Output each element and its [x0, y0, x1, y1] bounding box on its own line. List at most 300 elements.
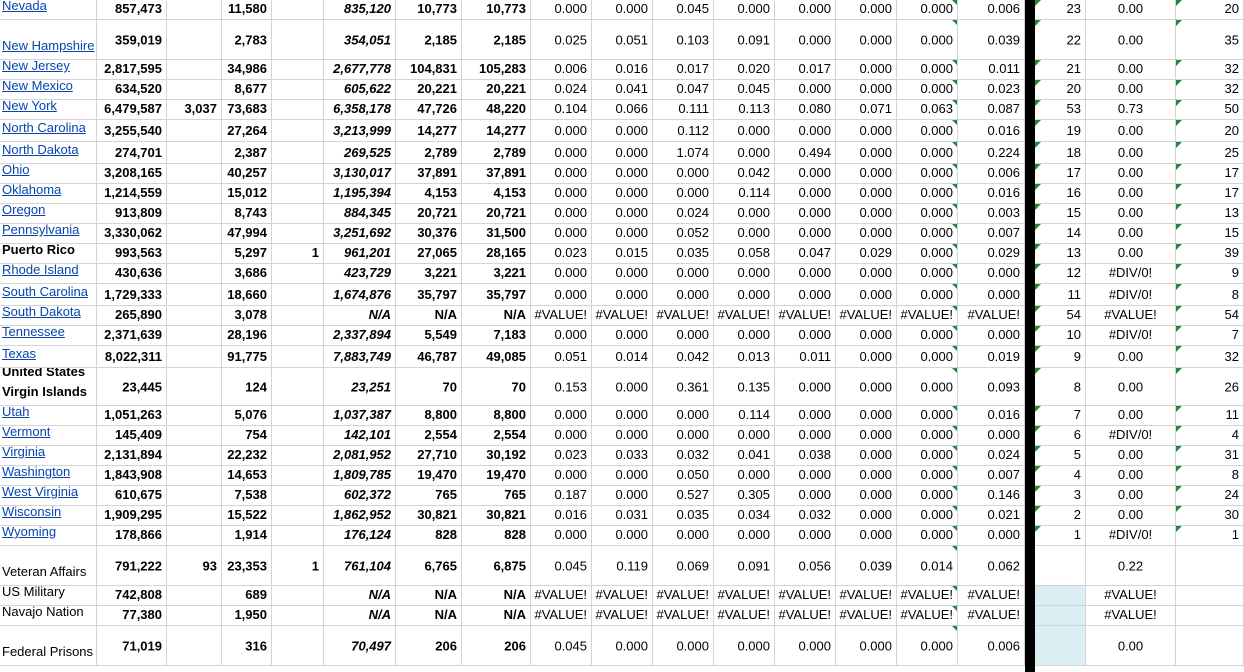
state-name-cell[interactable] [0, 164, 97, 183]
col-g-cell[interactable] [396, 306, 462, 325]
col-g-cell[interactable] [396, 20, 462, 59]
rate-avg-cell[interactable] [958, 466, 1025, 485]
adjusted-population-cell[interactable] [324, 626, 396, 665]
col-r-cell[interactable] [1176, 546, 1244, 585]
rank-cell[interactable] [1035, 546, 1086, 585]
col-g-cell[interactable] [396, 142, 462, 163]
col-g-cell[interactable] [396, 368, 462, 405]
col-h-cell[interactable] [462, 466, 531, 485]
rate-2-cell[interactable] [592, 526, 653, 545]
col-g-cell[interactable] [396, 100, 462, 119]
col-g-cell[interactable] [396, 224, 462, 243]
adjusted-population-cell[interactable] [324, 606, 396, 625]
rate-3-cell[interactable] [653, 264, 714, 283]
cases-cell[interactable] [222, 586, 272, 605]
col-r-cell[interactable] [1176, 466, 1244, 485]
rate-6-cell[interactable] [836, 526, 897, 545]
rate-3-cell[interactable] [653, 446, 714, 465]
state-name-cell[interactable] [0, 346, 97, 367]
rate-7-cell[interactable] [897, 326, 958, 345]
rate-2-cell[interactable] [592, 204, 653, 223]
rate-7-cell[interactable] [897, 526, 958, 545]
rate-2-cell[interactable] [592, 546, 653, 585]
state-name-cell[interactable] [0, 306, 97, 325]
col-e-cell[interactable] [272, 326, 324, 345]
rate-avg-cell[interactable] [958, 626, 1025, 665]
rate-avg-cell[interactable] [958, 204, 1025, 223]
col-e-cell[interactable] [272, 526, 324, 545]
col-e-cell[interactable] [272, 466, 324, 485]
cases-cell[interactable] [222, 164, 272, 183]
score-cell[interactable] [1086, 346, 1176, 367]
col-c-cell[interactable] [167, 0, 222, 19]
col-c-cell[interactable] [167, 586, 222, 605]
score-cell[interactable] [1086, 264, 1176, 283]
cases-cell[interactable] [222, 142, 272, 163]
state-name-cell[interactable] [0, 120, 97, 141]
rate-3-cell[interactable] [653, 60, 714, 79]
col-r-cell[interactable] [1176, 80, 1244, 99]
rank-cell[interactable] [1035, 586, 1086, 605]
rate-avg-cell[interactable] [958, 326, 1025, 345]
score-cell[interactable] [1086, 184, 1176, 203]
col-e-cell[interactable] [272, 244, 324, 263]
rate-2-cell[interactable] [592, 264, 653, 283]
adjusted-population-cell[interactable] [324, 142, 396, 163]
rank-cell[interactable] [1035, 60, 1086, 79]
col-c-cell[interactable] [167, 204, 222, 223]
score-cell[interactable] [1086, 426, 1176, 445]
rate-avg-cell[interactable] [958, 606, 1025, 625]
score-cell[interactable] [1086, 120, 1176, 141]
rate-6-cell[interactable] [836, 0, 897, 19]
rate-6-cell[interactable] [836, 284, 897, 305]
adjusted-population-cell[interactable] [324, 506, 396, 525]
rate-avg-cell[interactable] [958, 20, 1025, 59]
rate-2-cell[interactable] [592, 606, 653, 625]
col-h-cell[interactable] [462, 526, 531, 545]
col-h-cell[interactable] [462, 426, 531, 445]
state-name-cell[interactable] [0, 368, 97, 405]
rate-3-cell[interactable] [653, 368, 714, 405]
state-name-cell[interactable] [0, 486, 97, 505]
rate-2-cell[interactable] [592, 346, 653, 367]
rate-4-cell[interactable] [714, 586, 775, 605]
adjusted-population-cell[interactable] [324, 486, 396, 505]
rate-6-cell[interactable] [836, 264, 897, 283]
col-r-cell[interactable] [1176, 60, 1244, 79]
score-cell[interactable] [1086, 0, 1176, 19]
adjusted-population-cell[interactable] [324, 426, 396, 445]
adjusted-population-cell[interactable] [324, 164, 396, 183]
population-cell[interactable] [97, 244, 167, 263]
rate-3-cell[interactable] [653, 80, 714, 99]
col-e-cell[interactable] [272, 0, 324, 19]
state-name-cell[interactable] [0, 20, 97, 59]
col-g-cell[interactable] [396, 284, 462, 305]
rate-4-cell[interactable] [714, 426, 775, 445]
population-cell[interactable] [97, 184, 167, 203]
state-name-cell[interactable] [0, 446, 97, 465]
col-r-cell[interactable] [1176, 100, 1244, 119]
state-name-cell[interactable] [0, 244, 97, 263]
rate-avg-cell[interactable] [958, 506, 1025, 525]
adjusted-population-cell[interactable] [324, 546, 396, 585]
rate-5-cell[interactable] [775, 0, 836, 19]
rate-4-cell[interactable] [714, 100, 775, 119]
rate-3-cell[interactable] [653, 164, 714, 183]
rate-6-cell[interactable] [836, 606, 897, 625]
population-cell[interactable] [97, 0, 167, 19]
score-cell[interactable] [1086, 60, 1176, 79]
score-cell[interactable] [1086, 586, 1176, 605]
rate-1-cell[interactable] [531, 506, 592, 525]
rank-cell[interactable] [1035, 326, 1086, 345]
adjusted-population-cell[interactable] [324, 346, 396, 367]
rate-7-cell[interactable] [897, 204, 958, 223]
col-g-cell[interactable] [396, 184, 462, 203]
score-cell[interactable] [1086, 506, 1176, 525]
rate-6-cell[interactable] [836, 60, 897, 79]
rank-cell[interactable] [1035, 120, 1086, 141]
col-h-cell[interactable] [462, 284, 531, 305]
score-cell[interactable] [1086, 626, 1176, 665]
adjusted-population-cell[interactable] [324, 264, 396, 283]
rate-7-cell[interactable] [897, 586, 958, 605]
rate-4-cell[interactable] [714, 224, 775, 243]
col-e-cell[interactable] [272, 164, 324, 183]
rank-cell[interactable] [1035, 626, 1086, 665]
rate-2-cell[interactable] [592, 184, 653, 203]
rate-2-cell[interactable] [592, 142, 653, 163]
cases-cell[interactable] [222, 204, 272, 223]
col-r-cell[interactable] [1176, 142, 1244, 163]
rate-6-cell[interactable] [836, 586, 897, 605]
col-r-cell[interactable] [1176, 284, 1244, 305]
col-h-cell[interactable] [462, 626, 531, 665]
col-g-cell[interactable] [396, 204, 462, 223]
rate-avg-cell[interactable] [958, 120, 1025, 141]
adjusted-population-cell[interactable] [324, 204, 396, 223]
rate-6-cell[interactable] [836, 626, 897, 665]
col-c-cell[interactable] [167, 326, 222, 345]
rate-5-cell[interactable] [775, 244, 836, 263]
rate-4-cell[interactable] [714, 164, 775, 183]
adjusted-population-cell[interactable] [324, 244, 396, 263]
rate-1-cell[interactable] [531, 546, 592, 585]
rate-7-cell[interactable] [897, 446, 958, 465]
rate-6-cell[interactable] [836, 184, 897, 203]
col-e-cell[interactable] [272, 284, 324, 305]
population-cell[interactable] [97, 506, 167, 525]
score-cell[interactable] [1086, 142, 1176, 163]
adjusted-population-cell[interactable] [324, 120, 396, 141]
population-cell[interactable] [97, 100, 167, 119]
col-r-cell[interactable] [1176, 426, 1244, 445]
rank-cell[interactable] [1035, 284, 1086, 305]
rank-cell[interactable] [1035, 406, 1086, 425]
adjusted-population-cell[interactable] [324, 326, 396, 345]
rate-7-cell[interactable] [897, 0, 958, 19]
rate-1-cell[interactable] [531, 526, 592, 545]
rate-6-cell[interactable] [836, 486, 897, 505]
rank-cell[interactable] [1035, 264, 1086, 283]
col-g-cell[interactable] [396, 80, 462, 99]
rate-3-cell[interactable] [653, 100, 714, 119]
col-e-cell[interactable] [272, 426, 324, 445]
rate-1-cell[interactable] [531, 204, 592, 223]
rate-7-cell[interactable] [897, 486, 958, 505]
col-h-cell[interactable] [462, 164, 531, 183]
population-cell[interactable] [97, 626, 167, 665]
score-cell[interactable] [1086, 546, 1176, 585]
population-cell[interactable] [97, 546, 167, 585]
col-c-cell[interactable] [167, 264, 222, 283]
cases-cell[interactable] [222, 306, 272, 325]
rate-6-cell[interactable] [836, 244, 897, 263]
cases-cell[interactable] [222, 506, 272, 525]
rate-avg-cell[interactable] [958, 80, 1025, 99]
col-g-cell[interactable] [396, 546, 462, 585]
rate-3-cell[interactable] [653, 20, 714, 59]
col-e-cell[interactable] [272, 486, 324, 505]
rate-5-cell[interactable] [775, 164, 836, 183]
rate-7-cell[interactable] [897, 244, 958, 263]
col-g-cell[interactable] [396, 506, 462, 525]
adjusted-population-cell[interactable] [324, 0, 396, 19]
rate-4-cell[interactable] [714, 284, 775, 305]
rank-cell[interactable] [1035, 446, 1086, 465]
rate-6-cell[interactable] [836, 142, 897, 163]
state-name-cell[interactable] [0, 224, 97, 243]
rate-2-cell[interactable] [592, 224, 653, 243]
rate-5-cell[interactable] [775, 346, 836, 367]
col-h-cell[interactable] [462, 80, 531, 99]
rate-2-cell[interactable] [592, 80, 653, 99]
col-r-cell[interactable] [1176, 506, 1244, 525]
col-h-cell[interactable] [462, 20, 531, 59]
rank-cell[interactable] [1035, 20, 1086, 59]
rate-5-cell[interactable] [775, 426, 836, 445]
rank-cell[interactable] [1035, 606, 1086, 625]
rate-4-cell[interactable] [714, 20, 775, 59]
col-h-cell[interactable] [462, 506, 531, 525]
rate-5-cell[interactable] [775, 142, 836, 163]
rate-2-cell[interactable] [592, 426, 653, 445]
state-name-cell[interactable] [0, 526, 97, 545]
rate-1-cell[interactable] [531, 626, 592, 665]
rate-3-cell[interactable] [653, 506, 714, 525]
col-c-cell[interactable] [167, 80, 222, 99]
cases-cell[interactable] [222, 446, 272, 465]
score-cell[interactable] [1086, 80, 1176, 99]
rate-7-cell[interactable] [897, 100, 958, 119]
rate-4-cell[interactable] [714, 368, 775, 405]
col-e-cell[interactable] [272, 626, 324, 665]
rate-1-cell[interactable] [531, 164, 592, 183]
rate-5-cell[interactable] [775, 264, 836, 283]
state-name-cell[interactable] [0, 406, 97, 425]
cases-cell[interactable] [222, 224, 272, 243]
rate-1-cell[interactable] [531, 406, 592, 425]
col-c-cell[interactable] [167, 406, 222, 425]
rate-6-cell[interactable] [836, 100, 897, 119]
state-name-cell[interactable] [0, 142, 97, 163]
state-name-cell[interactable] [0, 0, 97, 19]
rate-avg-cell[interactable] [958, 368, 1025, 405]
rate-1-cell[interactable] [531, 142, 592, 163]
rate-1-cell[interactable] [531, 120, 592, 141]
col-e-cell[interactable] [272, 506, 324, 525]
rate-5-cell[interactable] [775, 506, 836, 525]
population-cell[interactable] [97, 406, 167, 425]
rate-3-cell[interactable] [653, 306, 714, 325]
rate-4-cell[interactable] [714, 204, 775, 223]
adjusted-population-cell[interactable] [324, 446, 396, 465]
rate-avg-cell[interactable] [958, 184, 1025, 203]
rank-cell[interactable] [1035, 346, 1086, 367]
col-r-cell[interactable] [1176, 244, 1244, 263]
col-h-cell[interactable] [462, 368, 531, 405]
rate-6-cell[interactable] [836, 466, 897, 485]
col-c-cell[interactable] [167, 466, 222, 485]
rate-5-cell[interactable] [775, 326, 836, 345]
cases-cell[interactable] [222, 466, 272, 485]
score-cell[interactable] [1086, 406, 1176, 425]
rate-4-cell[interactable] [714, 546, 775, 585]
rate-avg-cell[interactable] [958, 546, 1025, 585]
state-name-cell[interactable] [0, 426, 97, 445]
rank-cell[interactable] [1035, 164, 1086, 183]
rate-3-cell[interactable] [653, 526, 714, 545]
col-h-cell[interactable] [462, 0, 531, 19]
col-e-cell[interactable] [272, 406, 324, 425]
col-h-cell[interactable] [462, 60, 531, 79]
rate-3-cell[interactable] [653, 326, 714, 345]
rate-1-cell[interactable] [531, 586, 592, 605]
score-cell[interactable] [1086, 20, 1176, 59]
rate-7-cell[interactable] [897, 20, 958, 59]
col-c-cell[interactable] [167, 244, 222, 263]
col-h-cell[interactable] [462, 486, 531, 505]
rate-2-cell[interactable] [592, 486, 653, 505]
adjusted-population-cell[interactable] [324, 586, 396, 605]
rate-1-cell[interactable] [531, 466, 592, 485]
col-c-cell[interactable] [167, 446, 222, 465]
col-e-cell[interactable] [272, 20, 324, 59]
rate-4-cell[interactable] [714, 626, 775, 665]
col-e-cell[interactable] [272, 264, 324, 283]
rate-6-cell[interactable] [836, 446, 897, 465]
rate-avg-cell[interactable] [958, 100, 1025, 119]
col-r-cell[interactable] [1176, 0, 1244, 19]
rate-avg-cell[interactable] [958, 486, 1025, 505]
rate-avg-cell[interactable] [958, 284, 1025, 305]
population-cell[interactable] [97, 164, 167, 183]
population-cell[interactable] [97, 60, 167, 79]
rate-1-cell[interactable] [531, 284, 592, 305]
rate-3-cell[interactable] [653, 586, 714, 605]
col-g-cell[interactable] [396, 120, 462, 141]
rate-2-cell[interactable] [592, 60, 653, 79]
population-cell[interactable] [97, 466, 167, 485]
score-cell[interactable] [1086, 100, 1176, 119]
rank-cell[interactable] [1035, 80, 1086, 99]
rate-1-cell[interactable] [531, 346, 592, 367]
rate-4-cell[interactable] [714, 506, 775, 525]
score-cell[interactable] [1086, 526, 1176, 545]
rate-6-cell[interactable] [836, 326, 897, 345]
rate-3-cell[interactable] [653, 184, 714, 203]
rank-cell[interactable] [1035, 368, 1086, 405]
col-c-cell[interactable] [167, 142, 222, 163]
col-r-cell[interactable] [1176, 606, 1244, 625]
rate-2-cell[interactable] [592, 306, 653, 325]
col-c-cell[interactable] [167, 20, 222, 59]
rate-3-cell[interactable] [653, 606, 714, 625]
score-cell[interactable] [1086, 244, 1176, 263]
rate-7-cell[interactable] [897, 626, 958, 665]
state-name-cell[interactable] [0, 204, 97, 223]
rate-6-cell[interactable] [836, 120, 897, 141]
rate-7-cell[interactable] [897, 306, 958, 325]
cases-cell[interactable] [222, 546, 272, 585]
rate-4-cell[interactable] [714, 606, 775, 625]
rate-5-cell[interactable] [775, 60, 836, 79]
rate-7-cell[interactable] [897, 224, 958, 243]
rate-avg-cell[interactable] [958, 586, 1025, 605]
rate-5-cell[interactable] [775, 80, 836, 99]
rank-cell[interactable] [1035, 486, 1086, 505]
col-e-cell[interactable] [272, 80, 324, 99]
rate-1-cell[interactable] [531, 224, 592, 243]
rate-avg-cell[interactable] [958, 446, 1025, 465]
score-cell[interactable] [1086, 306, 1176, 325]
col-c-cell[interactable] [167, 284, 222, 305]
rate-2-cell[interactable] [592, 626, 653, 665]
rate-5-cell[interactable] [775, 586, 836, 605]
rank-cell[interactable] [1035, 306, 1086, 325]
rate-1-cell[interactable] [531, 306, 592, 325]
col-c-cell[interactable] [167, 120, 222, 141]
rate-3-cell[interactable] [653, 466, 714, 485]
rate-4-cell[interactable] [714, 60, 775, 79]
col-g-cell[interactable] [396, 486, 462, 505]
rate-5-cell[interactable] [775, 546, 836, 585]
rate-2-cell[interactable] [592, 326, 653, 345]
col-r-cell[interactable] [1176, 204, 1244, 223]
rate-avg-cell[interactable] [958, 142, 1025, 163]
cases-cell[interactable] [222, 100, 272, 119]
cases-cell[interactable] [222, 80, 272, 99]
rate-3-cell[interactable] [653, 204, 714, 223]
adjusted-population-cell[interactable] [324, 224, 396, 243]
col-r-cell[interactable] [1176, 20, 1244, 59]
rate-avg-cell[interactable] [958, 306, 1025, 325]
rate-6-cell[interactable] [836, 224, 897, 243]
col-e-cell[interactable] [272, 60, 324, 79]
state-name-cell[interactable] [0, 184, 97, 203]
col-g-cell[interactable] [396, 606, 462, 625]
adjusted-population-cell[interactable] [324, 80, 396, 99]
rank-cell[interactable] [1035, 0, 1086, 19]
cases-cell[interactable] [222, 626, 272, 665]
col-g-cell[interactable] [396, 406, 462, 425]
rate-7-cell[interactable] [897, 184, 958, 203]
rate-1-cell[interactable] [531, 100, 592, 119]
col-h-cell[interactable] [462, 306, 531, 325]
col-e-cell[interactable] [272, 586, 324, 605]
